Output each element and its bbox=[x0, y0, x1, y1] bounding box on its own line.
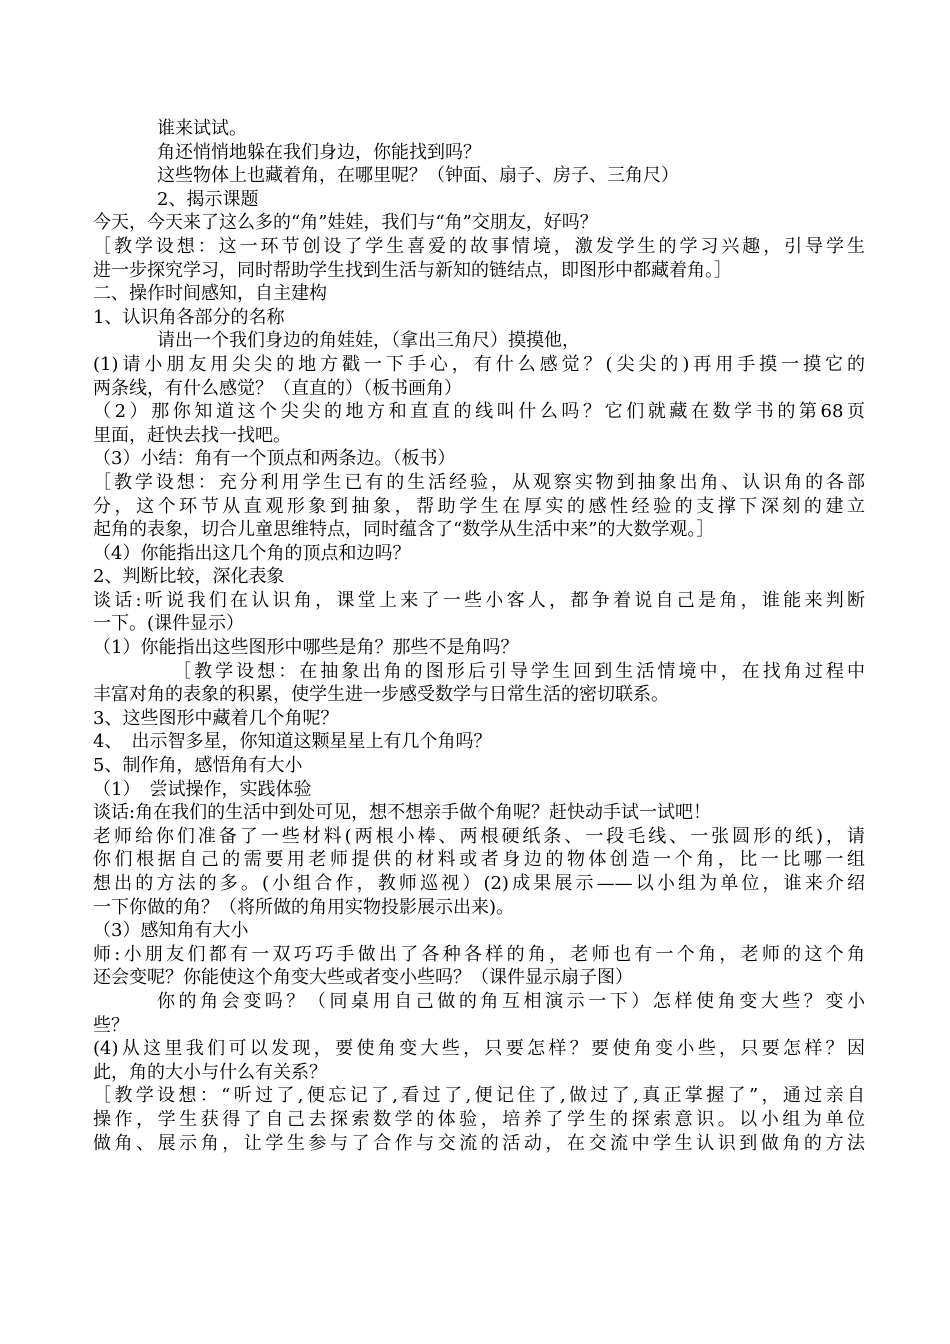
text-line: 一下你做的角？（将所做的角用实物投影展示出来)。 bbox=[93, 896, 515, 918]
text-line: 一下。(课件显示） bbox=[93, 613, 245, 635]
text-line: （4）你能指出这几个角的顶点和边吗？ bbox=[93, 542, 411, 564]
text-line: 想出的方法的多。(小组合作，教师巡视）(2)成果展示——以小组为单位，谁来介绍 bbox=[93, 873, 865, 894]
text-line: （3）小结：角有一个顶点和两条边。（板书） bbox=[93, 448, 456, 470]
text-line: 此，角的大小与什么有关系？ bbox=[93, 1061, 327, 1083]
text-line: (4)从这里我们可以发现，要使角变大些，只要怎样？要使角变小些，只要怎样？因 bbox=[93, 1038, 865, 1060]
text-line: 些？ bbox=[93, 1014, 129, 1036]
text-line: 师:小朋友们都有一双巧巧手做出了各种各样的角，老师也有一个角，老师的这个角 bbox=[93, 943, 865, 965]
text-line: (1)请小朋友用尖尖的地方戳一下手心，有什么感觉？(尖尖的)再用手摸一摸它的 bbox=[93, 353, 865, 375]
text-line: （2）那你知道这个尖尖的地方和直直的线叫什么吗？它们就藏在数学书的第68页 bbox=[93, 401, 865, 423]
text-line: 两条线，有什么感觉？（直直的）（板书画角） bbox=[93, 377, 462, 399]
text-line: （1） 尝试操作，实践体验 bbox=[93, 778, 312, 800]
section-heading: 2、揭示课题 bbox=[157, 188, 259, 210]
text-line: 谈话:角在我们的生活中到处可见，想不想亲手做个角呢？赶快动手试一试吧！ bbox=[93, 802, 712, 824]
text-line: 你们根据自己的需要用老师提供的材料或者身边的物体创造一个角，比一比哪一组 bbox=[93, 849, 865, 871]
text-line: 角还悄悄地躲在我们身边，你能找到吗？ bbox=[157, 141, 481, 163]
text-line: 今天，今天来了这么多的“角”娃娃，我们与“角”交朋友，好吗？ bbox=[93, 212, 598, 234]
text-line: ［教学设想：在抽象出角的图形后引导学生回到生活情境中，在找角过程中 bbox=[173, 660, 865, 682]
text-line: 谁来试试。 bbox=[157, 118, 247, 139]
text-line: 4、 出示智多星，你知道这颗星星上有几个角吗？ bbox=[93, 731, 492, 753]
text-line: ［教学设想：充分利用学生已有的生活经验，从观察实物到抽象出角、认识角的各部 bbox=[93, 471, 865, 493]
text-line: （1）你能指出这些图形中哪些是角？那些不是角吗？ bbox=[93, 637, 519, 659]
text-line: 这些物体上也藏着角，在哪里呢？（钟面、扇子、房子、三角尺） bbox=[157, 165, 679, 187]
text-line: ［教学设想：这一环节创设了学生喜爱的故事情境，激发学生的学习兴趣，引导学生 bbox=[93, 235, 865, 257]
text-line: 里面，赶快去找一找吧。 bbox=[93, 424, 291, 446]
text-line: （3）感知角有大小 bbox=[93, 920, 249, 942]
text-line: 操作，学生获得了自己去探索数学的体验，培养了学生的探索意识。以小组为单位 bbox=[93, 1108, 865, 1130]
section-heading: 二、操作时间感知，自主建构 bbox=[93, 283, 327, 305]
text-line: 还会变呢？你能使这个角变大些或者变小些吗？（课件显示扇子图） bbox=[93, 967, 633, 989]
section-heading: 2、判断比较，深化表象 bbox=[93, 566, 285, 588]
text-line: 谈话:听说我们在认识角，课堂上来了一些小客人，都争着说自己是角，谁能来判断 bbox=[93, 589, 865, 611]
text-line: 起角的表象，切合儿童思维特点，同时蕴含了“数学从生活中来”的大数学观。］ bbox=[93, 519, 715, 541]
document-body bbox=[93, 117, 865, 1155]
text-line: 丰富对角的表象的积累，使学生进一步感受数学与日常生活的密切联系。 bbox=[93, 684, 669, 706]
text-line: 请出一个我们身边的角娃娃，（拿出三角尺）摸摸他， bbox=[157, 330, 580, 352]
text-line: 你的角会变吗？（同桌用自己做的角互相演示一下）怎样使角变大些？变小 bbox=[157, 990, 865, 1012]
text-line: 3、这些图形中藏着几个角呢？ bbox=[93, 707, 339, 729]
section-heading: 1、认识角各部分的名称 bbox=[93, 306, 285, 328]
section-heading: 5、制作角，感悟角有大小 bbox=[93, 755, 303, 777]
text-line: 做角、展示角，让学生参与了合作与交流的活动，在交流中学生认识到做角的方法 bbox=[93, 1132, 865, 1154]
text-line: 老师给你们准备了一些材料(两根小棒、两根硬纸条、一段毛线、一张圆形的纸)，请 bbox=[93, 825, 865, 847]
text-line: ［教学设想：“听过了,便忘记了,看过了,便记住了,做过了,真正掌握了”，通过亲自 bbox=[93, 1085, 865, 1107]
text-line: 进一步探究学习，同时帮助学生找到生活与新知的链结点，即图形中都藏着角。］ bbox=[93, 259, 732, 281]
text-line: 分，这个环节从直观形象到抽象，帮助学生在厚实的感性经验的支撑下深刻的建立 bbox=[93, 495, 865, 517]
